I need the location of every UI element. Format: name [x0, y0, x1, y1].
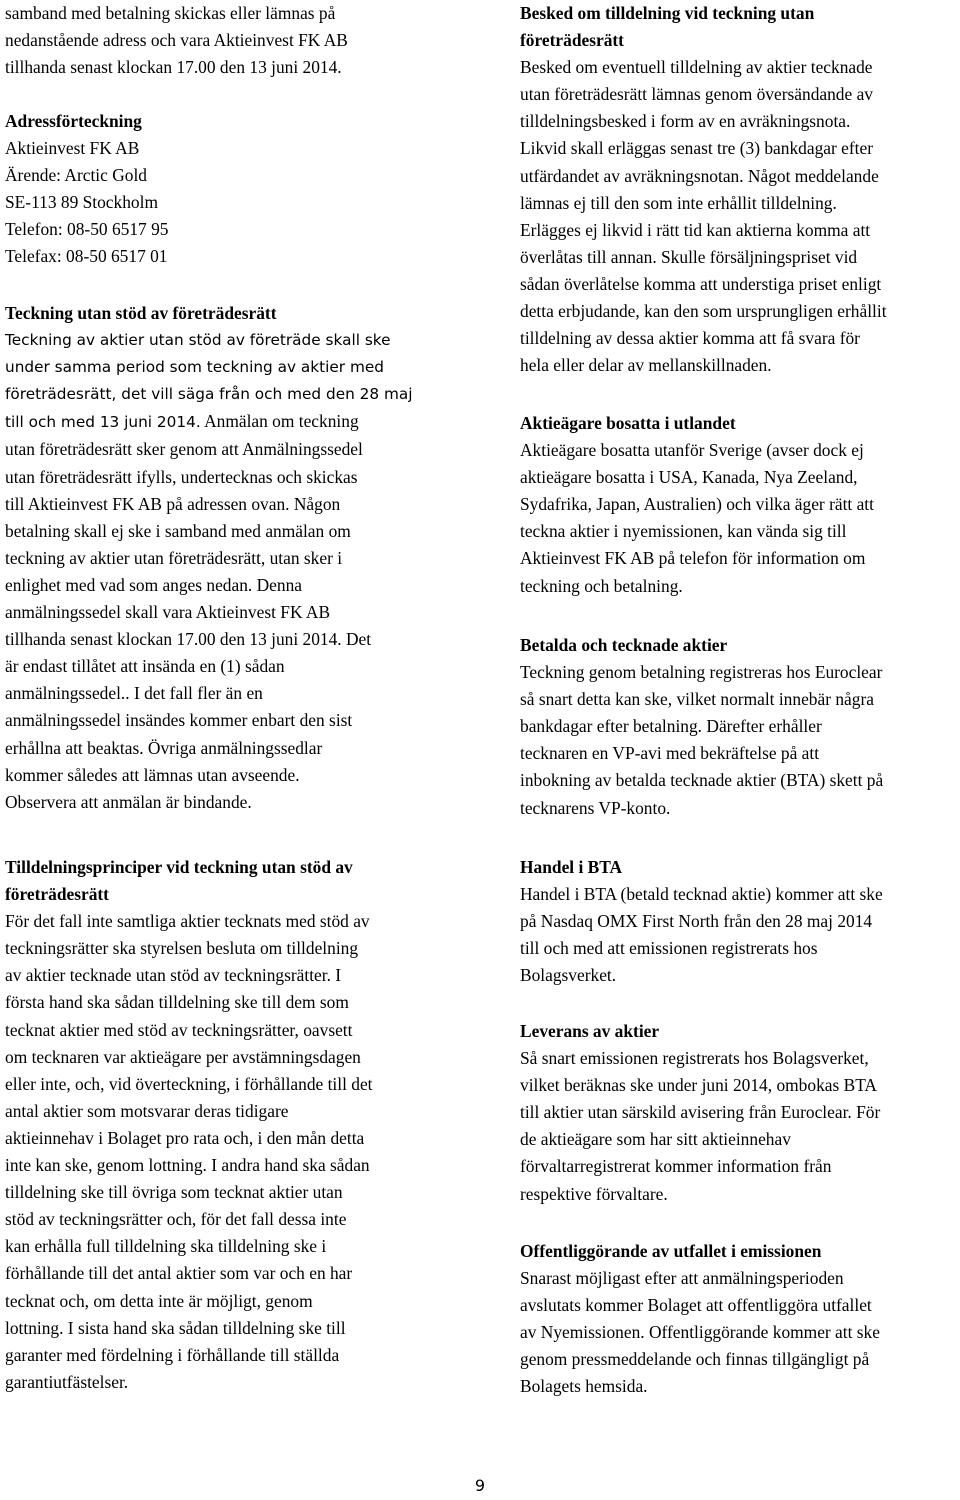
intro-line: samband med betalning skickas eller lämnas på [5, 3, 336, 23]
allocation-line: tilldelning ske till övriga som tecknat aktier utan [5, 1182, 343, 1203]
subscription-line: till Aktieinvest FK AB på adressen ovan. Någon [5, 493, 341, 514]
allocation-line: garantiutfästelser. [5, 1371, 129, 1392]
subscription-section [5, 300, 450, 816]
subscription-line: betalning skall ej ske i samband med anmälan om [5, 520, 351, 541]
delivery-line: vilket beräknas ske under juni 2014, ombokas BTA [520, 1075, 877, 1096]
delivery-line: Så snart emissionen registrerats hos Bolagsverket, [520, 1048, 869, 1069]
subscription-line: teckning av aktier utan företrädesrätt, utan sker i [5, 547, 343, 568]
publication-line: Snarast möjligast efter att anmälningsperioden [520, 1268, 844, 1289]
delivery-line: till aktier utan särskild avisering från Euroclear. För [520, 1102, 881, 1123]
subscription-line: Observera att anmälan är bindande. [5, 791, 252, 812]
allocation-notice-line: sådan överlåtelse komma att understiga priset enligt [520, 273, 882, 294]
publication-section [520, 1238, 960, 1401]
allocation-notice-heading: Besked om tilldelning vid teckning utan [520, 3, 815, 23]
bta-trading-heading: Handel i BTA [520, 857, 623, 877]
subscription-line: anmälningssedel insändes kommer enbart den sist [5, 710, 353, 731]
allocation-notice-line: Besked om eventuell tilldelning av aktier tecknade [520, 57, 873, 78]
address-heading: Adressförteckning [5, 111, 142, 131]
allocation-heading: Tilldelningsprinciper vid teckning utan stöd av [5, 857, 353, 877]
bta-trading-line: Handel i BTA (betald tecknad aktie) kommer att ske [520, 884, 883, 905]
address-line: Telefon: 08-50 6517 95 [5, 219, 169, 240]
foreign-shareholders-line: Aktieinvest FK AB på telefon för information om [520, 548, 866, 569]
allocation-notice-line: utfärdandet av avräkningsnotan. Något meddelande [520, 165, 879, 186]
subscription-line: tillhanda senast klockan 17.00 den 13 juni 2014. Det [5, 629, 372, 650]
allocation-line: förhållande till det antal aktier som var och en har [5, 1263, 353, 1284]
publication-line: genom pressmeddelande och finnas tillgängligt på [520, 1349, 870, 1370]
paid-shares-section [520, 632, 960, 822]
page-number: 9 [474, 1476, 486, 1495]
delivery-line: respektive förvaltare. [520, 1183, 668, 1204]
allocation-line: antal aktier som motsvarar deras tidigare [5, 1100, 289, 1121]
delivery-line: förvaltarregistrerat kommer information från [520, 1156, 832, 1177]
publication-line: av Nyemissionen. Offentliggörande kommer att ske [520, 1322, 880, 1343]
allocation-notice-line: tilldelningsbesked i form av en avräkningsnota. [520, 111, 851, 132]
subscription-line: anmälningssedel skall vara Aktieinvest FK AB [5, 602, 331, 623]
subscription-heading: Teckning utan stöd av företrädesrätt [5, 303, 277, 323]
subscription-line: anmälningssedel.. I det fall fler än en [5, 683, 263, 704]
allocation-notice-line: hela eller delar av mellanskillnaden. [520, 355, 772, 376]
paid-shares-line: tecknarens VP-konto. [520, 797, 671, 818]
subscription-line: kommer således att lämnas utan avseende. [5, 764, 300, 785]
subscription-line-sans-part: till och med 13 juni 2014. [5, 413, 201, 432]
allocation-notice-section [520, 0, 960, 379]
foreign-shareholders-line: Aktieägare bosatta utanför Sverige (avser dock ej [520, 440, 864, 461]
intro-paragraph [5, 0, 450, 81]
address-line: Ärende: Arctic Gold [5, 165, 147, 186]
paid-shares-line: inbokning av betalda tecknade aktier (BTA) skett på [520, 770, 884, 791]
address-line: Telefax: 08-50 6517 01 [5, 246, 168, 267]
delivery-section [520, 1018, 960, 1208]
allocation-section [5, 854, 450, 1396]
subscription-line: företrädesrätt, det vill säga från och med den 28 maj [5, 385, 413, 404]
allocation-line: garanter med fördelning i förhållande till ställda [5, 1344, 340, 1365]
publication-line: Bolagets hemsida. [520, 1376, 648, 1397]
subscription-line: utan företrädesrätt sker genom att Anmälningssedel [5, 439, 363, 460]
foreign-shareholders-line: teckning och betalning. [520, 575, 683, 596]
address-section [5, 108, 450, 271]
allocation-line: lottning. I sista hand ska sådan tilldelning ske till [5, 1317, 346, 1338]
subscription-line: utan företrädesrätt ifylls, undertecknas och skickas [5, 466, 358, 487]
allocation-line: teckningsrätter ska styrelsen besluta om tilldelning [5, 938, 359, 959]
allocation-notice-line: överlåtas till annan. Skulle försäljningspriset vid [520, 246, 858, 267]
allocation-line: För det fall inte samtliga aktier tecknats med stöd av [5, 911, 370, 932]
allocation-notice-line: lämnas ej till den som inte erhållit tilldelning. [520, 192, 837, 213]
intro-line: tillhanda senast klockan 17.00 den 13 juni 2014. [5, 57, 342, 78]
allocation-line: av aktier tecknade utan stöd av teckningsrätter. I [5, 965, 342, 986]
subscription-line: erhållna att beaktas. Övriga anmälningssedlar [5, 737, 323, 758]
paid-shares-line: så snart detta kan ske, vilket normalt innebär några [520, 689, 874, 710]
bta-trading-line: på Nasdaq OMX First North från den 28 maj 2014 [520, 911, 873, 932]
bta-trading-line: Bolagsverket. [520, 965, 617, 986]
delivery-heading: Leverans av aktier [520, 1021, 660, 1041]
allocation-notice-line: tilldelning av dessa aktier komma att få svara för [520, 328, 860, 349]
allocation-line: kan erhålla full tilldelning ska tilldelning ske i [5, 1236, 327, 1257]
subscription-line-serif-part: Anmälan om teckning [200, 411, 359, 432]
allocation-notice-line: Likvid skall erläggas senast tre (3) bankdagar efter [520, 138, 873, 159]
foreign-shareholders-heading: Aktieägare bosatta i utlandet [520, 413, 736, 433]
foreign-shareholders-section [520, 410, 960, 600]
paid-shares-line: tecknaren en VP-avi med bekräftelse på att [520, 743, 820, 764]
foreign-shareholders-line: teckna aktier i nyemissionen, kan vända sig till [520, 521, 847, 542]
publication-heading: Offentliggörande av utfallet i emissionen [520, 1241, 822, 1261]
allocation-line: aktieinnehav i Bolaget pro rata och, i den mån detta [5, 1127, 365, 1148]
allocation-line: tecknat och, om detta inte är möjligt, genom [5, 1290, 313, 1311]
allocation-notice-line: Erlägges ej likvid i rätt tid kan aktierna komma att [520, 219, 871, 240]
bta-trading-section [520, 854, 960, 989]
allocation-line: stöd av teckningsrätter och, för det fall dessa inte [5, 1209, 347, 1230]
subscription-line: Teckning av aktier utan stöd av företräde skall ske [5, 331, 391, 350]
allocation-line: första hand ska sådan tilldelning ske till dem som [5, 992, 349, 1013]
paid-shares-line: Teckning genom betalning registreras hos Euroclear [520, 662, 883, 683]
subscription-line: under samma period som teckning av aktier med [5, 358, 384, 377]
subscription-line-mixed [5, 408, 450, 436]
allocation-notice-line: detta erbjudande, kan den som ursprungligen erhållit [520, 301, 887, 322]
delivery-line: de aktieägare som har sitt aktieinnehav [520, 1129, 791, 1150]
publication-line: avslutats kommer Bolaget att offentliggöra utfallet [520, 1295, 872, 1316]
address-line: SE-113 89 Stockholm [5, 192, 158, 213]
allocation-notice-line: utan företrädesrätt lämnas genom översändande av [520, 84, 873, 105]
paid-shares-heading: Betalda och tecknade aktier [520, 635, 728, 655]
allocation-heading: företrädesrätt [5, 884, 109, 905]
allocation-line: tecknat aktier med stöd av teckningsrätter, oavsett [5, 1019, 353, 1040]
address-line: Aktieinvest FK AB [5, 138, 140, 159]
allocation-line: eller inte, och, vid överteckning, i förhållande till det [5, 1073, 373, 1094]
subscription-line: är endast tillåtet att insända en (1) sådan [5, 656, 285, 677]
subscription-line: enlighet med vad som anges nedan. Denna [5, 574, 302, 595]
allocation-line: inte kan ske, genom lottning. I andra hand ska sådan [5, 1155, 370, 1176]
allocation-notice-heading: företrädesrätt [520, 30, 624, 51]
foreign-shareholders-line: Sydafrika, Japan, Australien) och vilka äger rätt att [520, 494, 874, 515]
intro-line: nedanstående adress och vara Aktieinvest FK AB [5, 30, 348, 51]
foreign-shareholders-line: aktieägare bosatta i USA, Kanada, Nya Zeeland, [520, 467, 858, 488]
allocation-line: om tecknaren var aktieägare per avstämningsdagen [5, 1046, 361, 1067]
bta-trading-line: till och med att emissionen registrerats hos [520, 938, 818, 959]
paid-shares-line: bankdagar efter betalning. Därefter erhåller [520, 716, 822, 737]
